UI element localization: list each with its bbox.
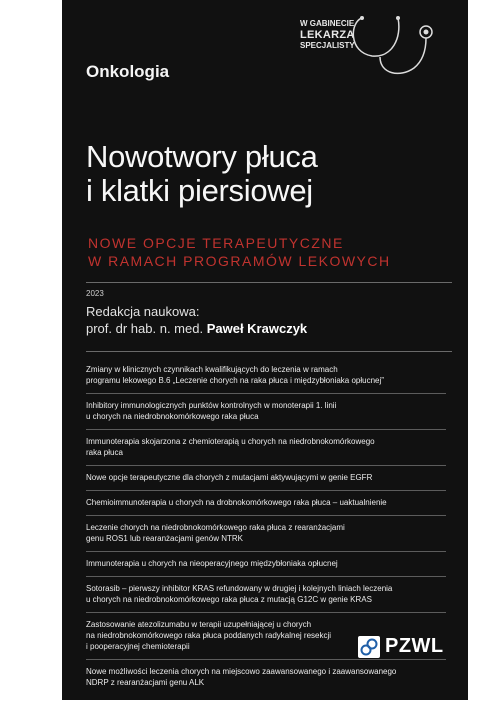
topic-item — [86, 522, 446, 552]
editor-label: Redakcja naukowa: — [86, 304, 200, 319]
topic-item — [86, 472, 446, 491]
topic-line: na niedrobnokomórkowego raka płuca poddanych radykalnej resekcji — [86, 631, 332, 640]
publication-year: 2023 — [86, 289, 104, 298]
topic-item — [86, 436, 446, 466]
topic-line: Leczenie chorych na niedrobnokomórkowego raka płuca z rearanżacjami — [86, 523, 345, 532]
title-line-1: Nowotwory płuca — [86, 139, 318, 174]
topic-line: Nowe opcje terapeutyczne dla chorych z mutacjami aktywującymi w genie EGFR — [86, 473, 373, 482]
topic-line: Zmiany w klinicznych czynnikach kwalifikujących do leczenia w ramach — [86, 365, 338, 374]
book-subtitle — [88, 234, 391, 270]
divider — [86, 351, 452, 352]
series-logo — [300, 12, 450, 82]
topic-line: NDRP z rearanżacjami genu ALK — [86, 678, 205, 687]
topic-line: u chorych na niedrobnokomórkowego raka płuca z mutacją G12C w genie KRAS — [86, 595, 372, 604]
specialty-label: Onkologia — [86, 62, 170, 81]
editor-name: Paweł Krawczyk — [206, 321, 308, 336]
publisher-name: PZWL — [385, 635, 444, 657]
book-cover — [62, 0, 468, 700]
series-line-2: LEKARZA — [300, 29, 355, 41]
topic-line: Inhibitory immunologicznych punktów kontrolnych w monoterapii 1. linii — [86, 401, 337, 410]
topic-item — [86, 666, 446, 695]
series-line-3: SPECJALISTY — [300, 41, 355, 50]
topic-line: u chorych na niedrobnokomórkowego raka płuca — [86, 412, 259, 421]
series-line-1: W GABINECIE — [300, 19, 355, 28]
topic-item — [86, 558, 446, 577]
publisher-logo-icon — [358, 636, 380, 658]
topic-line: Nowe możliwości leczenia chorych na miejscowo zaawansowanego i zaawansowanego — [86, 667, 397, 676]
title-line-2: i klatki piersiowej — [86, 173, 313, 208]
topic-line: Sotorasib – pierwszy inhibitor KRAS refundowany w drugiej i kolejnych liniach leczenia — [86, 584, 393, 593]
topic-item — [86, 497, 446, 516]
publisher-logo — [358, 634, 450, 660]
topic-line: Immunoterapia u chorych na nieoperacyjnego międzybłoniaka opłucnej — [86, 559, 338, 568]
topic-item — [86, 364, 446, 394]
topic-line: genu ROS1 lub rearanżacjami genów NTRK — [86, 534, 243, 543]
book-title — [86, 140, 318, 208]
topic-line: Immunoterapia skojarzona z chemioterapią u chorych na niedrobnokomórkowego — [86, 437, 375, 446]
editor — [86, 321, 307, 336]
topic-line: programu lekowego B.6 „Leczenie chorych na raka płuca i międzybłoniaka opłucnej” — [86, 376, 384, 385]
topic-item — [86, 400, 446, 430]
topic-line: raka płuca — [86, 448, 123, 457]
topic-line: i pooperacyjnej chemioterapii — [86, 642, 190, 651]
stethoscope-icon — [352, 12, 450, 82]
subtitle-line-1: NOWE OPCJE TERAPEUTYCZNE — [88, 235, 344, 251]
subtitle-line-2: W RAMACH PROGRAMÓW LEKOWYCH — [88, 253, 391, 269]
divider — [86, 282, 452, 283]
editor-title: prof. dr hab. n. med. — [86, 321, 204, 336]
topic-line: Zastosowanie atezolizumabu w terapii uzupełniającej u chorych — [86, 620, 312, 629]
topic-line: Chemioimmunoterapia u chorych na drobnokomórkowego raka płuca – uaktualnienie — [86, 498, 387, 507]
topic-item — [86, 583, 446, 613]
